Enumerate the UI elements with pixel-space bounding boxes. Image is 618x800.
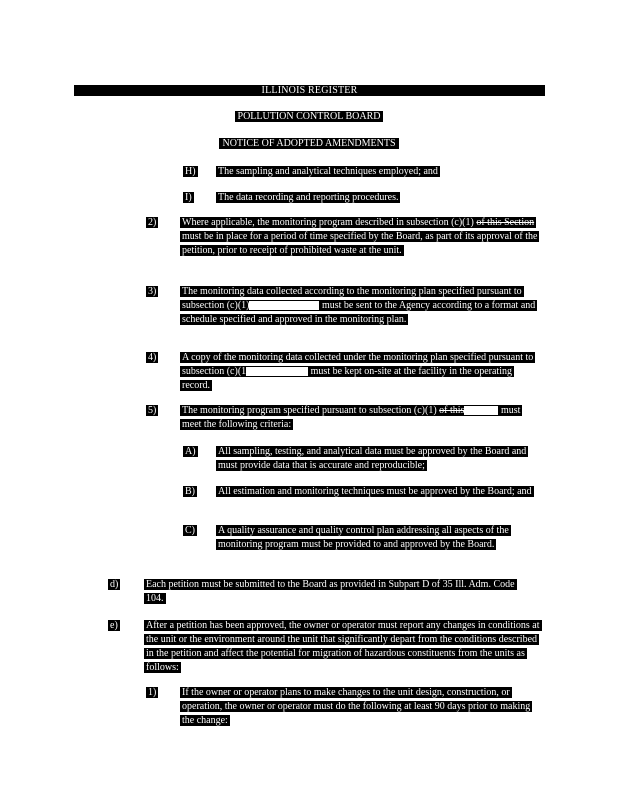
list-item: The sampling and analytical techniques employed; and — [218, 166, 438, 177]
item-label: 2) — [148, 217, 157, 228]
item-label: H) — [185, 166, 196, 177]
redaction-box — [464, 406, 498, 415]
item-label: B) — [185, 486, 195, 497]
list-item: The monitoring program specified pursuant to subsection (c)(1) of this must meet the following criteria: — [182, 405, 521, 430]
struck-text: of this Section — [476, 217, 535, 228]
list-item: All estimation and monitoring techniques must be approved by the Board; and — [218, 486, 532, 497]
notice-title: NOTICE OF ADOPTED AMENDMENTS — [0, 138, 618, 149]
redaction-box — [249, 301, 319, 310]
struck-text: of this — [439, 405, 465, 416]
item-label: d) — [110, 579, 119, 590]
list-item: The data recording and reporting procedures. — [218, 192, 399, 203]
item-label: 3) — [148, 286, 157, 297]
register-header-bar — [74, 85, 545, 96]
item-label: 1) — [148, 687, 157, 698]
item-label: 4) — [148, 352, 157, 363]
item-label: A) — [185, 446, 196, 457]
list-item: All sampling, testing, and analytical data must be approved by the Board and must provide data that is accurate and reproducible; — [218, 446, 527, 471]
item-label: C) — [185, 525, 195, 536]
list-item: Each petition must be submitted to the Board as provided in Subpart D of 35 Ill. Adm. Code 104. — [146, 579, 515, 604]
board-name: POLLUTION CONTROL BOARD — [0, 111, 618, 122]
item-label: 5) — [148, 405, 157, 416]
list-item: The monitoring data collected according to the monitoring plan specified pursuant to subsection (c)(1) must be sent to the Agency according to a format and schedule specified and approved in the monitoring plan. — [182, 286, 536, 325]
item-label: e) — [110, 620, 118, 631]
list-item: If the owner or operator plans to make changes to the unit design, construction, or operation, the owner or operator must do the following at least 90 days prior to making the change: — [182, 687, 531, 726]
list-item: After a petition has been approved, the owner or operator must report any changes in conditions at the unit or the environment around the unit that significantly depart from the conditions described in the petition and affect the potential for migration of hazardous constituents from the units as follows: — [146, 620, 540, 673]
redaction-box — [246, 367, 308, 376]
list-item: Where applicable, the monitoring program described in subsection (c)(1) of this Section must be in place for a period of time specified by the Board, as part of its approval of the petition, prior to receipt of prohibited waste at the unit. — [182, 217, 538, 256]
list-item: A copy of the monitoring data collected under the monitoring plan specified pursuant to subsection (c)(1 must be kept on-site at the facility in the operating record. — [182, 352, 534, 391]
register-title: ILLINOIS REGISTER — [261, 85, 358, 96]
item-label: I) — [185, 192, 192, 203]
list-item: A quality assurance and quality control plan addressing all aspects of the monitoring program must be provided to and approved by the Board. — [218, 525, 509, 550]
